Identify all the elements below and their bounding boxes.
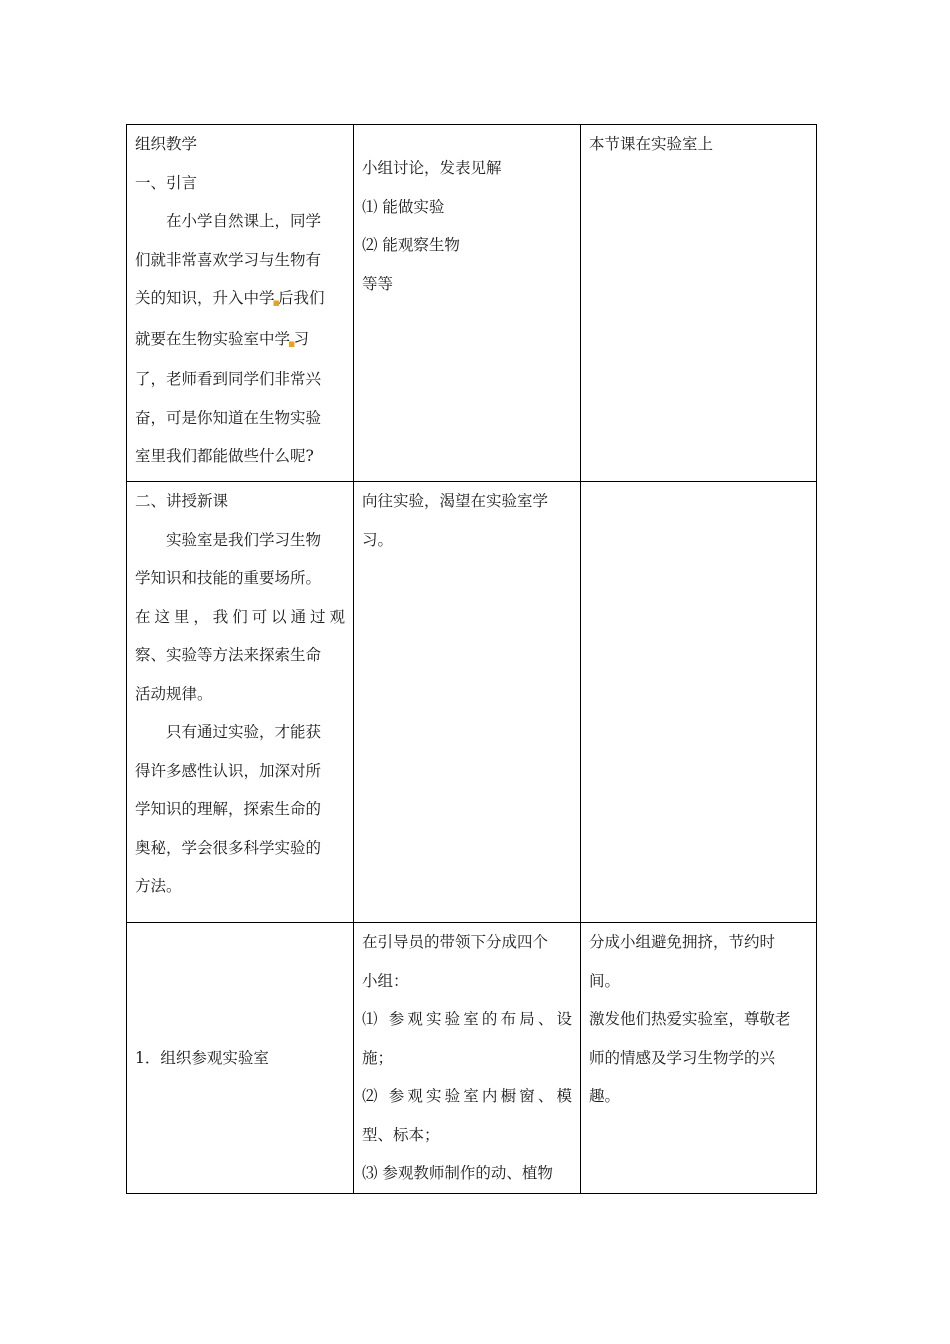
design-intent-cell	[581, 923, 817, 1194]
paragraph-line: 在这里，我们可以通过观	[135, 607, 345, 626]
paragraph-line: 学知识和技能的重要场所。	[135, 569, 322, 587]
paragraph-line: 方法。	[135, 877, 182, 895]
section-heading: 1．组织参观实验室	[135, 1048, 269, 1067]
paragraph-line: 关的知识，升入中学▪后我们	[135, 289, 325, 309]
teaching-content-cell	[127, 125, 354, 482]
paragraph-line: 奋，可是你知道在生物实验	[135, 408, 322, 427]
lesson-plan-table	[126, 124, 817, 1194]
activity-line: 向往实验，渴望在实验室学	[362, 492, 549, 510]
paragraph-line: 实验室是我们学习生物	[166, 530, 322, 549]
teaching-content-cell	[127, 923, 354, 1194]
intent-line: 间。	[589, 971, 621, 990]
edit-mark-icon: ▪	[272, 296, 280, 309]
paragraph-line: 室里我们都能做些什么呢?	[135, 447, 314, 465]
activity-line: 习。	[362, 530, 394, 549]
student-activity-cell	[354, 923, 581, 1194]
activity-line: 型、标本；	[362, 1125, 440, 1144]
design-intent-cell	[581, 482, 817, 923]
section-label: 组织教学	[135, 135, 198, 153]
intent-line: 师的情感及学习生物学的兴	[589, 1048, 776, 1067]
paragraph-line: 了，老师看到同学们非常兴	[135, 370, 322, 388]
activity-line: ⑵ 能观察生物	[362, 236, 460, 254]
paragraph-line: 奥秘，学会很多科学实验的	[135, 838, 322, 857]
design-intent-cell	[581, 125, 817, 482]
table-row	[127, 482, 817, 923]
paragraph-line: 在小学自然课上，同学	[166, 212, 322, 230]
paragraph-line: 活动规律。	[135, 684, 213, 703]
activity-line: 施；	[362, 1048, 394, 1067]
paragraph-line: 得许多感性认识，加深对所	[135, 761, 322, 780]
paragraph-line: 察、实验等方法来探索生命	[135, 646, 322, 664]
activity-line: 等等	[362, 274, 394, 293]
intent-line: 本节课在实验室上	[589, 135, 714, 153]
teaching-content-cell	[127, 482, 354, 923]
edit-mark-icon: ▪	[288, 336, 296, 350]
paragraph-line: 学知识的理解，探索生命的	[135, 800, 322, 818]
section-heading: 二、讲授新课	[135, 492, 229, 510]
activity-line: ⑶ 参观教师制作的动、植物	[362, 1164, 553, 1182]
activity-line: 在引导员的带领下分成四个	[362, 933, 549, 951]
intent-line: 趣。	[589, 1087, 621, 1105]
table-row	[127, 125, 817, 482]
student-activity-cell	[354, 482, 581, 923]
activity-line: ⑴ 参观实验室的布局、设	[362, 1010, 572, 1028]
intent-line: 激发他们热爱实验室，尊敬老	[589, 1010, 791, 1028]
paragraph-line: 只有通过实验，才能获	[166, 723, 322, 741]
section-heading: 一、引言	[135, 173, 198, 192]
activity-line: 小组讨论，发表见解	[362, 159, 502, 177]
activity-line: ⑴ 能做实验	[362, 197, 445, 216]
student-activity-cell	[354, 125, 581, 482]
intent-line: 分成小组避免拥挤，节约时	[589, 933, 776, 951]
activity-line: ⑵ 参观实验室内橱窗、模	[362, 1087, 572, 1105]
paragraph-line: 们就非常喜欢学习与生物有	[135, 250, 322, 269]
table-row	[127, 923, 817, 1194]
paragraph-line: 就要在生物实验室中学▪习	[135, 329, 309, 350]
activity-line: 小组：	[362, 971, 409, 990]
